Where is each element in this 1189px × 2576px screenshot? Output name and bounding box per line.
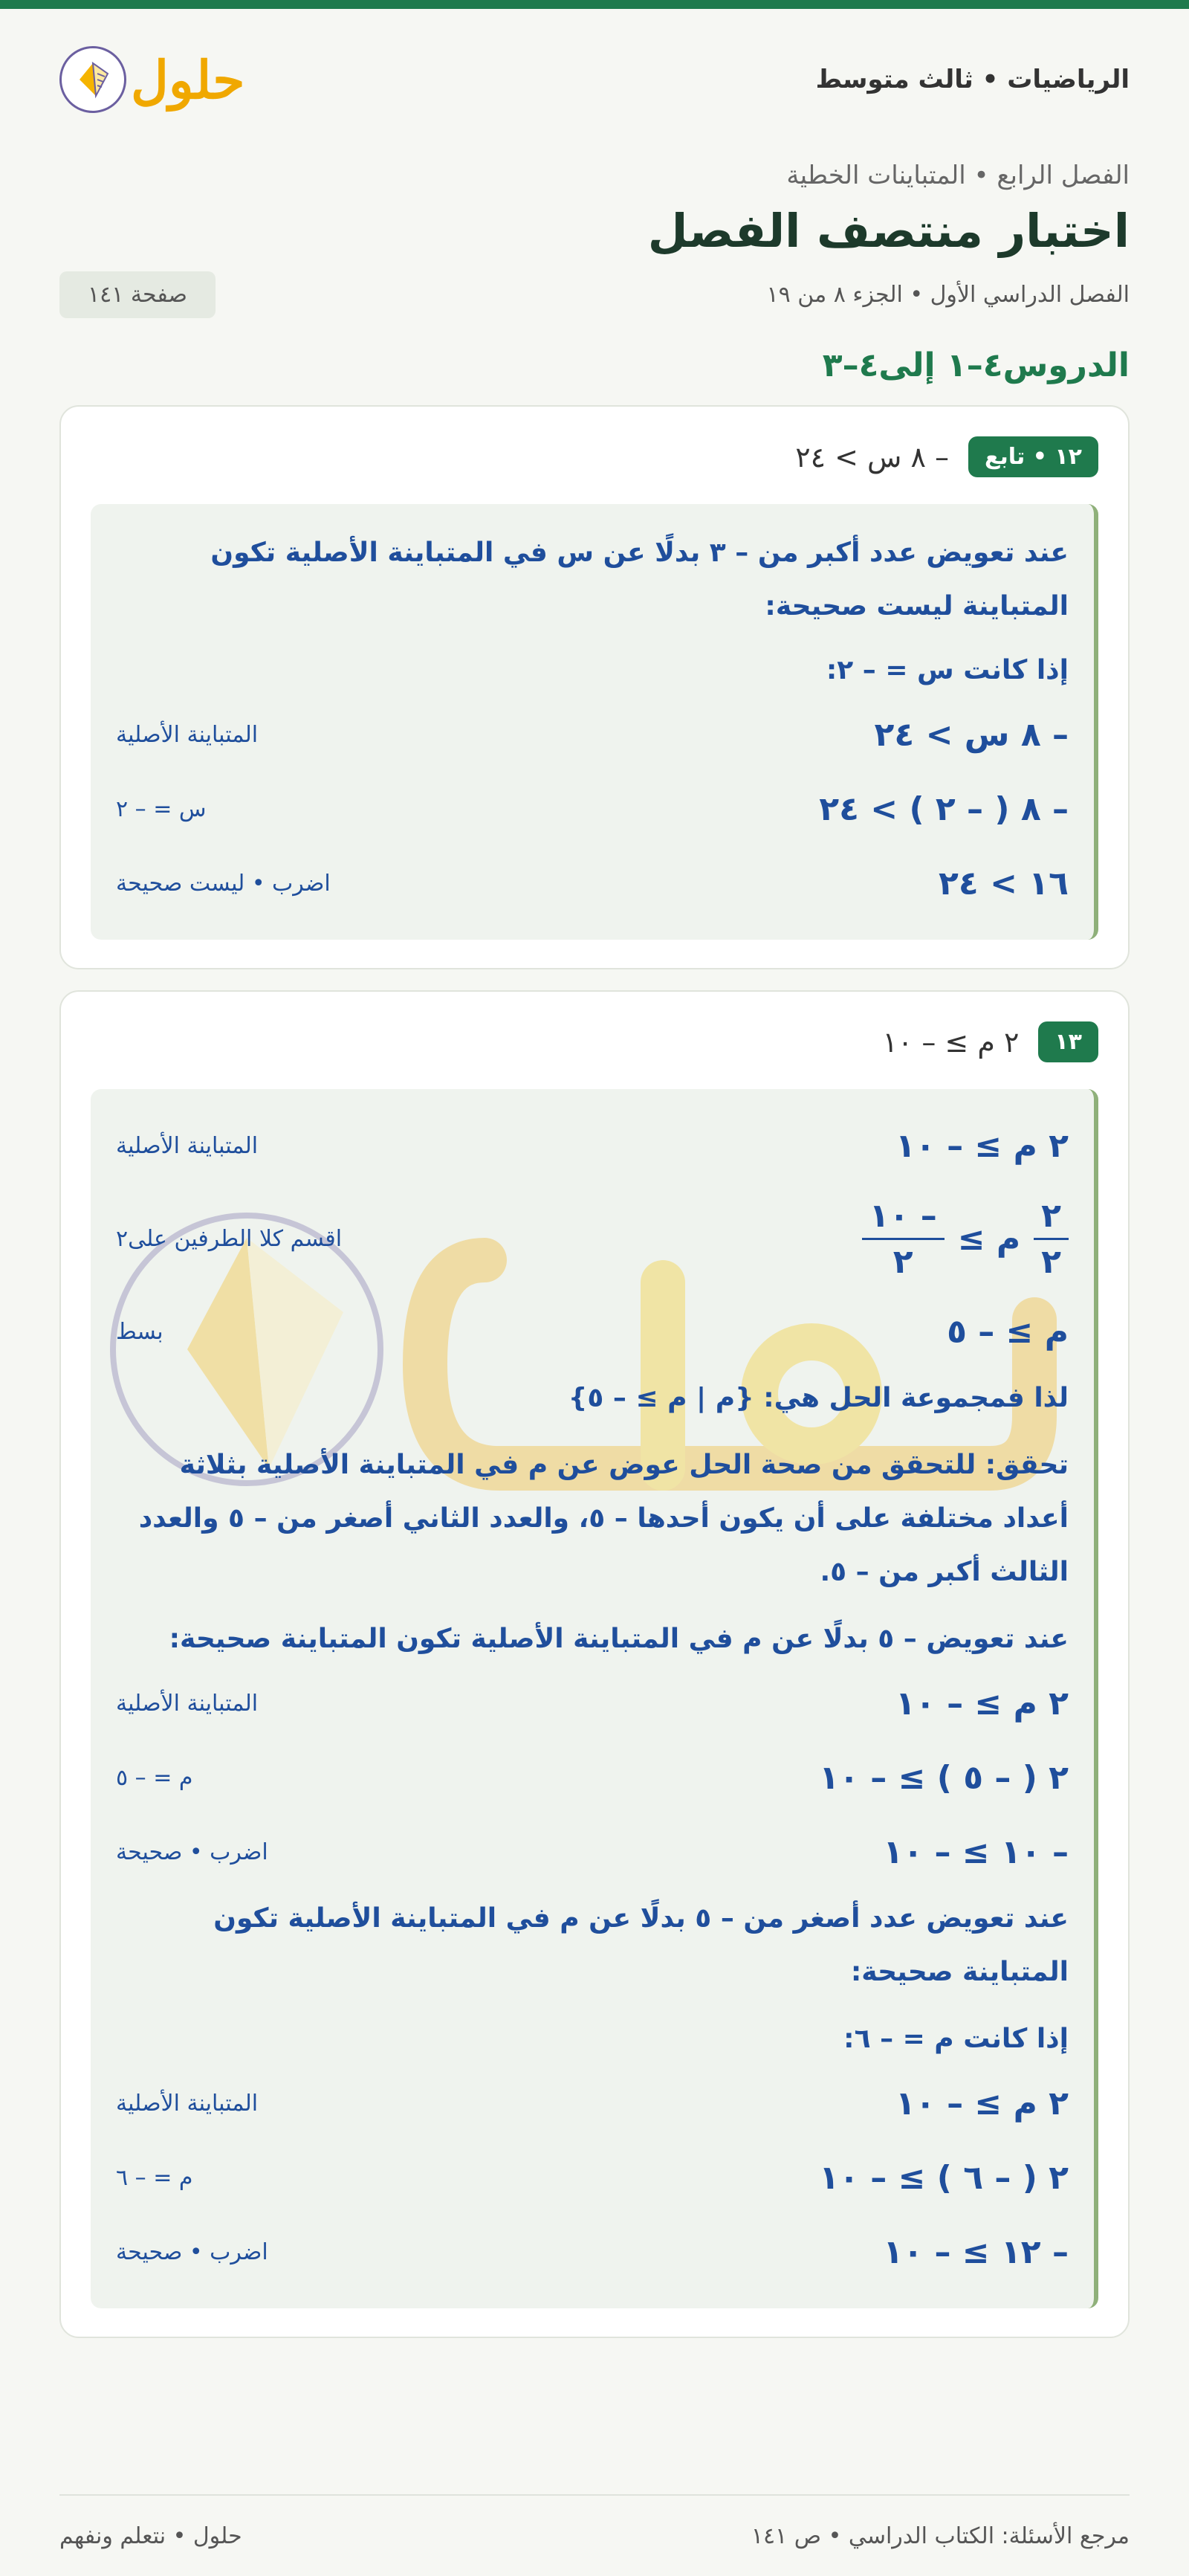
fraction-expression — [862, 1197, 1069, 1281]
step-math: – ١٠ ≥ – ١٠ — [883, 1833, 1069, 1871]
solution-paragraph: إذا كانت م = – ٦: — [843, 2024, 1069, 2054]
solution-step — [116, 1815, 1069, 1889]
fraction-right — [862, 1197, 945, 1281]
solution-step — [116, 1108, 1069, 1183]
step-math: م ≥ – ٥ — [947, 1312, 1069, 1351]
solution-step — [116, 772, 1069, 846]
fraction-numerator: ٢ — [1034, 1197, 1069, 1240]
meta-row — [59, 271, 1130, 318]
footer — [59, 2494, 1130, 2576]
footer-brand[interactable]: حلول • نتعلم ونفهم — [59, 2522, 242, 2549]
step-note: م = – ٥ — [116, 1764, 193, 1791]
check-paragraph: تحقق: للتحقق من صحة الحل عوض عن م في المتباينة الأصلية بثلاثة أعداد مختلفة على أن يكون أحدها – ٥، والعدد الثاني أصغر من – ٥ والعدد الثالث أكبر من – ٥. — [138, 1450, 1069, 1587]
fraction-left — [1034, 1197, 1069, 1281]
solution-paragraph: عند تعويض عدد أكبر من – ٣ بدلًا عن س في المتباينة الأصلية تكون المتباينة ليست صحيحة: — [210, 538, 1069, 622]
question-header — [91, 436, 1098, 477]
question-card-12 — [59, 405, 1130, 969]
fraction-variable: م ≥ — [957, 1219, 1021, 1258]
footer-reference: مرجع الأسئلة: الكتاب الدراسي • ص ١٤١ — [751, 2522, 1130, 2549]
lessons-heading: الدروس٤–١ إلى٤–٣ — [822, 346, 1130, 384]
step-note: المتباينة الأصلية — [116, 1690, 259, 1717]
solution-box — [91, 504, 1098, 940]
step-note: اضرب • صحيحة — [116, 1839, 268, 1865]
step-math: ٢ م ≥ – ١٠ — [895, 1684, 1069, 1723]
chapter-subtitle: الفصل الرابع • المتباينات الخطية — [786, 161, 1130, 190]
fraction-denominator: ٢ — [1041, 1242, 1061, 1281]
step-math: ٢ م ≥ – ١٠ — [895, 1126, 1069, 1165]
question-expression: – ٨ س > ٢٤ — [795, 440, 950, 474]
step-note: اضرب • ليست صحيحة — [116, 870, 331, 897]
fraction-numerator: – ١٠ — [862, 1197, 945, 1240]
step-note: اضرب • صحيحة — [116, 2238, 268, 2265]
step-math: – ٨ ( – ٢ ) > ٢٤ — [819, 790, 1069, 828]
semester-info: الفصل الدراسي الأول • الجزء ٨ من ١٩ — [766, 282, 1130, 308]
question-card-13 — [59, 990, 1130, 2338]
step-note: بسط — [116, 1318, 163, 1345]
step-note: اقسم كلا الطرفين على٢ — [116, 1225, 343, 1252]
step-note: س = – ٢ — [116, 795, 207, 822]
step-math: ٢ ( – ٦ ) ≥ – ١٠ — [819, 2158, 1069, 2197]
step-math: ٢ م ≥ – ١٠ — [895, 2084, 1069, 2123]
solution-step — [116, 846, 1069, 920]
step-note: المتباينة الأصلية — [116, 1132, 259, 1159]
step-note: المتباينة الأصلية — [116, 2090, 259, 2117]
header — [59, 9, 1130, 150]
step-math: ٢ ( – ٥ ) ≥ – ١٠ — [819, 1758, 1069, 1797]
step-note: المتباينة الأصلية — [116, 721, 259, 748]
solution-box — [91, 1089, 1098, 2308]
book-icon — [59, 46, 126, 113]
top-accent-bar — [0, 0, 1189, 9]
solution-step-fraction — [116, 1183, 1069, 1294]
fraction-denominator: ٢ — [892, 1242, 913, 1281]
solution-step — [116, 2215, 1069, 2289]
solution-step — [116, 697, 1069, 772]
solution-paragraph: عند تعويض – ٥ بدلًا عن م في المتباينة الأصلية تكون المتباينة صحيحة: — [169, 1624, 1069, 1654]
step-math: ١٦ > ٢٤ — [939, 864, 1069, 903]
question-number-badge: ١٣ — [1038, 1021, 1098, 1062]
solution-paragraph: عند تعويض عدد أصغر من – ٥ بدلًا عن م في المتباينة الأصلية تكون المتباينة صحيحة: — [213, 1903, 1069, 1987]
solution-set: لذا فمجموعة الحل هي: {م | م ≥ – ٥} — [568, 1383, 1069, 1413]
question-expression: ٢ م ≥ – ١٠ — [882, 1025, 1020, 1059]
question-header — [91, 1021, 1098, 1062]
question-number-badge: ١٢ • تابع — [968, 436, 1098, 477]
step-math: – ١٢ ≥ – ١٠ — [883, 2233, 1069, 2271]
solution-paragraph: إذا كانت س = – ٢: — [826, 655, 1069, 685]
solution-step — [116, 1294, 1069, 1369]
page — [0, 9, 1189, 2576]
solution-step — [116, 2066, 1069, 2140]
site-logo[interactable] — [59, 46, 244, 113]
solution-step — [116, 2140, 1069, 2215]
breadcrumb: الرياضيات • ثالث متوسط — [815, 65, 1130, 94]
page-title: اختبار منتصف الفصل — [647, 204, 1130, 258]
step-math: – ٨ س > ٢٤ — [874, 715, 1069, 754]
step-note: م = – ٦ — [116, 2164, 193, 2191]
logo-text: حلول — [131, 48, 245, 111]
solution-step — [116, 1740, 1069, 1815]
page-number-badge: صفحة ١٤١ — [59, 271, 216, 318]
solution-step — [116, 1666, 1069, 1740]
